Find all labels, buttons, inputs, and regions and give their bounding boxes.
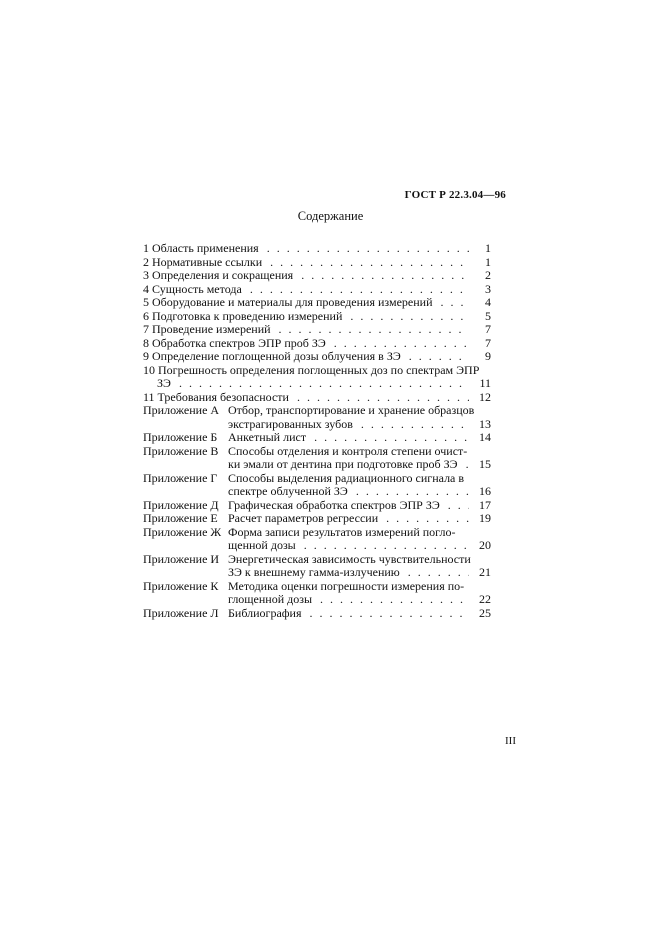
toc-appendix-line xyxy=(143,418,491,432)
toc-appendix-line xyxy=(143,472,491,486)
toc-page-number: 9 xyxy=(485,349,491,363)
appendix-title: спектре облученной ЗЭ xyxy=(228,485,351,498)
toc-entry-line xyxy=(143,364,491,378)
appendix-title: Методика оценки погрешности измерения по- xyxy=(228,578,465,593)
toc-entry-line xyxy=(143,391,491,405)
toc-appendix-line xyxy=(143,539,491,553)
toc-page-number: 14 xyxy=(479,430,491,444)
toc-page-number: 17 xyxy=(479,497,491,512)
toc-entry xyxy=(143,269,491,283)
appendix-label: Приложение Г xyxy=(143,470,218,485)
dot-leader xyxy=(143,323,469,337)
dot-leader xyxy=(228,566,469,580)
appendix-title: ки эмали от дентина при подготовке проб ЗЭ xyxy=(228,458,461,471)
toc-page-number: 12 xyxy=(479,389,491,404)
toc-entry-text: ЗЭ xyxy=(157,377,174,390)
toc-appendix-line xyxy=(143,458,491,472)
toc-page-number: 2 xyxy=(485,268,491,282)
appendix-title: Анкетный лист xyxy=(228,431,309,444)
toc-appendix-line xyxy=(143,499,491,513)
appendix-label: Приложение Л xyxy=(143,605,219,620)
toc-appendix xyxy=(143,580,491,607)
appendix-label: Приложение Е xyxy=(143,511,218,525)
toc-entry xyxy=(143,283,491,297)
toc-entry-line xyxy=(143,283,491,297)
toc-appendix-line xyxy=(143,593,491,607)
toc-entry xyxy=(143,350,491,364)
toc-appendix xyxy=(143,499,491,513)
appendix-title: Графическая обработка спектров ЭПР ЗЭ xyxy=(228,499,443,512)
toc-entry-line xyxy=(143,269,491,283)
toc-entry xyxy=(143,337,491,351)
toc-entry xyxy=(143,256,491,270)
dot-leader xyxy=(228,539,469,553)
toc-entry-line xyxy=(143,256,491,270)
toc-appendix-line xyxy=(143,580,491,594)
toc-entry-text: 3 Определения и сокращения xyxy=(143,269,296,282)
appendix-title: ЗЭ к внешнему гамма-излучению xyxy=(228,566,403,579)
appendix-label: Приложение А xyxy=(143,403,220,417)
toc-appendix xyxy=(143,607,491,621)
dot-leader xyxy=(228,485,469,499)
appendix-title: Способы отделения и контроля степени очист- xyxy=(228,443,468,458)
toc-page-number: 19 xyxy=(479,511,491,525)
dot-leader xyxy=(228,499,469,513)
dot-leader xyxy=(143,242,469,256)
toc-title: Содержание xyxy=(297,209,364,223)
dot-leader xyxy=(228,431,469,445)
appendix-title: щенной дозы xyxy=(228,539,299,552)
toc-appendix xyxy=(143,431,491,445)
appendix-title: Отбор, транспортирование и хранение образцов xyxy=(228,403,475,417)
toc-entry xyxy=(143,391,491,405)
toc-entry-text: 1 Область применения xyxy=(143,242,262,255)
toc-page-number: 11 xyxy=(479,376,491,390)
toc-appendix-line xyxy=(143,607,491,621)
toc-page-number: 25 xyxy=(479,605,491,620)
toc-page-number: 4 xyxy=(485,295,491,309)
dot-leader xyxy=(228,607,469,621)
toc-entry-text: 7 Проведение измерений xyxy=(143,323,274,336)
toc-appendix-line xyxy=(143,512,491,526)
toc-appendix xyxy=(143,404,491,431)
toc-entry-text: 9 Определение поглощенной дозы облучения в ЗЭ xyxy=(143,350,404,363)
dot-leader xyxy=(143,310,469,324)
toc-entry-text: 11 Требования безопасности xyxy=(143,391,292,404)
toc-page-number: 15 xyxy=(479,457,491,471)
toc-appendix-line xyxy=(143,566,491,580)
appendix-label: Приложение К xyxy=(143,578,219,593)
dot-leader xyxy=(143,391,469,405)
toc-entry-line xyxy=(143,310,491,324)
dot-leader xyxy=(143,337,469,351)
dot-leader xyxy=(157,377,469,391)
toc-page-number: 7 xyxy=(485,335,491,350)
toc-entry-line xyxy=(143,350,491,364)
appendix-title: Энергетическая зависимость чувствительности xyxy=(228,551,471,566)
toc-page-number: 1 xyxy=(485,254,491,269)
toc-page-number: 3 xyxy=(485,281,491,296)
toc-appendix xyxy=(143,526,491,553)
toc-appendix-line xyxy=(143,431,491,445)
toc-appendix-line xyxy=(143,553,491,567)
toc-appendix xyxy=(143,553,491,580)
appendix-label: Приложение В xyxy=(143,443,219,458)
appendix-title: Форма записи результатов измерений погло- xyxy=(228,524,456,539)
toc-entry-text: 8 Обработка спектров ЭПР проб ЗЭ xyxy=(143,337,329,350)
toc-page-number: 13 xyxy=(479,416,491,431)
appendix-title: экстрагированных зубов xyxy=(228,418,356,431)
toc-entry xyxy=(143,310,491,324)
appendix-title: Способы выделения радиационного сигнала в xyxy=(228,470,465,485)
toc-appendix-line xyxy=(143,485,491,499)
toc-entry-text: 10 Погрешность определения поглощенных доз по спектрам ЭПР xyxy=(143,362,480,377)
page-number: III xyxy=(505,735,516,747)
toc-page-number: 21 xyxy=(479,565,491,579)
document-id: ГОСТ Р 22.3.04—96 xyxy=(404,189,506,201)
appendix-title: Расчет параметров регрессии xyxy=(228,512,381,525)
dot-leader xyxy=(143,269,469,283)
table-of-contents xyxy=(143,242,491,620)
toc-entry-text: 2 Нормативные ссылки xyxy=(143,256,265,269)
appendix-label: Приложение Б xyxy=(143,430,218,444)
dot-leader xyxy=(143,283,469,297)
toc-entry-text: 6 Подготовка к проведению измерений xyxy=(143,310,345,323)
toc-entry xyxy=(143,323,491,337)
toc-appendix xyxy=(143,512,491,526)
toc-appendix xyxy=(143,445,491,472)
appendix-title: глощенной дозы xyxy=(228,593,315,606)
appendix-label: Приложение Ж xyxy=(143,524,222,539)
toc-page-number: 22 xyxy=(479,592,491,606)
appendix-title: Библиография xyxy=(228,607,305,620)
toc-entry-line xyxy=(143,377,491,391)
toc-entry xyxy=(143,296,491,310)
toc-entry xyxy=(143,242,491,256)
toc-appendix xyxy=(143,472,491,499)
toc-entry-line xyxy=(143,337,491,351)
toc-page-number: 20 xyxy=(479,538,491,552)
toc-entry xyxy=(143,364,491,391)
appendix-label: Приложение И xyxy=(143,551,220,566)
dot-leader xyxy=(228,418,469,432)
dot-leader xyxy=(228,512,469,526)
dot-leader xyxy=(143,350,469,364)
toc-page-number: 7 xyxy=(485,322,491,336)
dot-leader xyxy=(143,296,469,310)
toc-entry-line xyxy=(143,242,491,256)
toc-appendix-line xyxy=(143,445,491,459)
dot-leader xyxy=(228,593,469,607)
appendix-label: Приложение Д xyxy=(143,497,219,512)
toc-appendix-line xyxy=(143,404,491,418)
toc-appendix-line xyxy=(143,526,491,540)
toc-entry-text: 5 Оборудование и материалы для проведения измерений xyxy=(143,296,436,309)
toc-page-number: 16 xyxy=(479,484,491,498)
toc-entry-line xyxy=(143,296,491,310)
dot-leader xyxy=(228,458,469,472)
toc-entry-text: 4 Сущность метода xyxy=(143,283,245,296)
dot-leader xyxy=(143,256,469,270)
toc-page-number: 5 xyxy=(485,308,491,323)
toc-entry-line xyxy=(143,323,491,337)
toc-page-number: 1 xyxy=(485,241,491,255)
